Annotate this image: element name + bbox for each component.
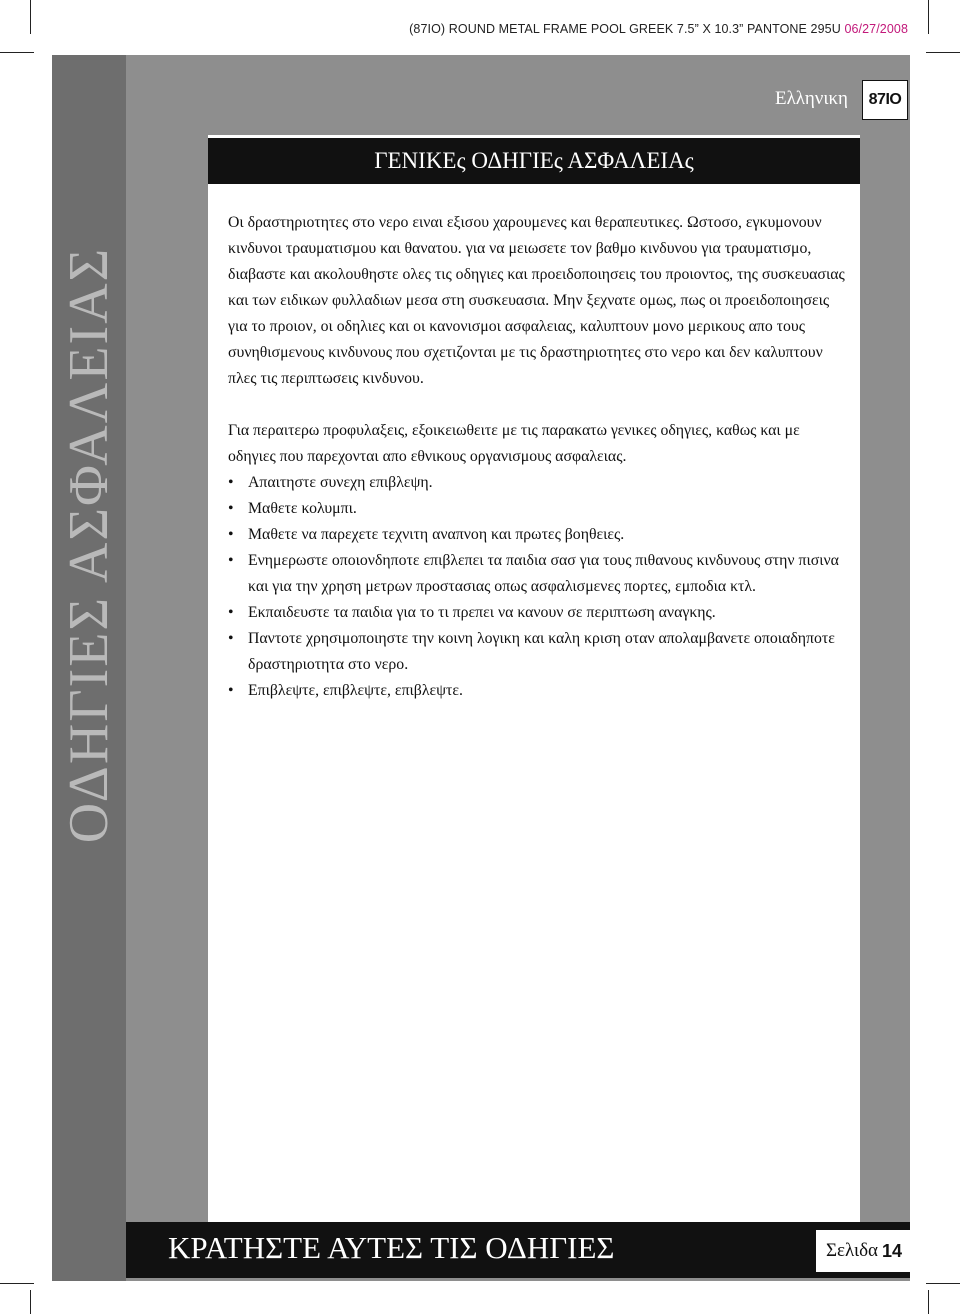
bullet-icon: • [228,552,234,569]
crop-mark [30,1290,31,1314]
crop-mark [30,0,31,34]
crop-mark [926,52,960,53]
paragraph: Οι δραστηριοτητες στο νερο ειναι εξισου χαρουμενες και θεραπευτικες. Ωστοσο, εγκυμονουν κινδυνοι τραυματισμου και θανατου. για να μειωσετε τον βαθμο κινδυνου για τραυματισμο, διαβαστε και ακολουθηστε ολες τις οδηγιες και προειδοποιησεις του προιοντος, της συσκευασιας και των ειδικων φυλλαδιων μεσα στη συσκευασια. Μην ξεχνατε ομως, πως οι προειδοποιησεις για το προιον, οι οδηλιες και οι κανονισμοι ασφαλειας, καλυπτουν μονο μερικους απο τους συνηθισμενους κινδυνους που σχετιζονται με τις δραστηριοτητες στο νερο και δεν καλυπτουν πλες τις περιπτωσεις κινδυνου. [228,214,845,387]
language-label: Ελληνικη [774,88,848,109]
list-item [228,678,846,704]
list-item-text: Ενημερωστε οποιονδηποτε επιβλεπει τα παιδια σασ για τους πιθανους κινδυνους στην πισινα και για την χρηση μετρων προστασιας οπως ασφαλισμενες πορτες, εμποδια κτλ. [248,552,839,595]
crop-mark [0,52,34,53]
list-item-text: Παντοτε χρησιμοποιηστε την κοινη λογικη και καλη κριση οταν απολαμβανετε οποιαδηποτε δραστηριοτητα στο νερο. [248,630,835,673]
page-number: 14 [882,1240,903,1261]
crop-mark [928,0,929,34]
list-item [228,548,846,600]
list-item [228,470,846,496]
print-info-prefix: (87IO) ROUND METAL FRAME POOL GREEK 7.5” X 10.3” PANTONE 295U [409,22,841,36]
crop-mark [0,1283,34,1284]
bullet-icon: • [228,474,234,491]
list-item [228,522,846,548]
list-item [228,496,846,522]
side-title: ΟΔΗΓΙΕΣ ΑΣΦΑΛΕΙΑΣ [58,246,120,844]
model-code-badge: 87IO [862,80,908,120]
bullet-icon: • [228,526,234,543]
page-number-box [816,1230,912,1272]
list-item [228,626,846,678]
list-item-text: Μαθετε κολυμπι. [248,500,357,517]
crop-mark [928,1290,929,1314]
bullet-icon: • [228,630,234,647]
bullet-icon: • [228,604,234,621]
list-item-text: Επιβλεψτε, επιβλεψτε, επιβλεψτε. [248,682,463,699]
list-item [228,600,846,626]
bullet-icon: • [228,500,234,517]
bullet-icon: • [228,682,234,699]
print-info-date: 06/27/2008 [844,22,908,36]
list-item-text: Μαθετε να παρεχετε τεχνιτη αναπνοη και πρωτες βοηθειες. [248,526,625,543]
list-item-text: Εκπαιδευστε τα παιδια για το τι πρεπει να κανουν σε περιπτωση αναγκης. [248,604,716,621]
body-text [228,210,846,704]
crop-mark [926,1283,960,1284]
safety-list [228,470,846,704]
paragraph: Για περαιτερω προφυλαξεις, εξοικειωθειτε με τις παρακατω γενικες οδηγιες, καθως και με οδηγιες που παρεχονται απο εθνικους οργανισμους ασφαλειας. [228,422,800,465]
section-title: ΓΕΝΙΚΕς ΟΔΗΓΙΕς ΑΣΦΑΛΕΙΑς [208,138,860,184]
list-item-text: Απαιτηστε συνεχη επιβλεψη. [248,474,433,491]
print-info-line [409,22,908,36]
page-label: Σελιδα [825,1240,878,1261]
footer-title: ΚΡΑΤΗΣΤΕ ΑΥΤΕΣ ΤΙΣ ΟΔΗΓΙΕΣ [168,1230,615,1265]
